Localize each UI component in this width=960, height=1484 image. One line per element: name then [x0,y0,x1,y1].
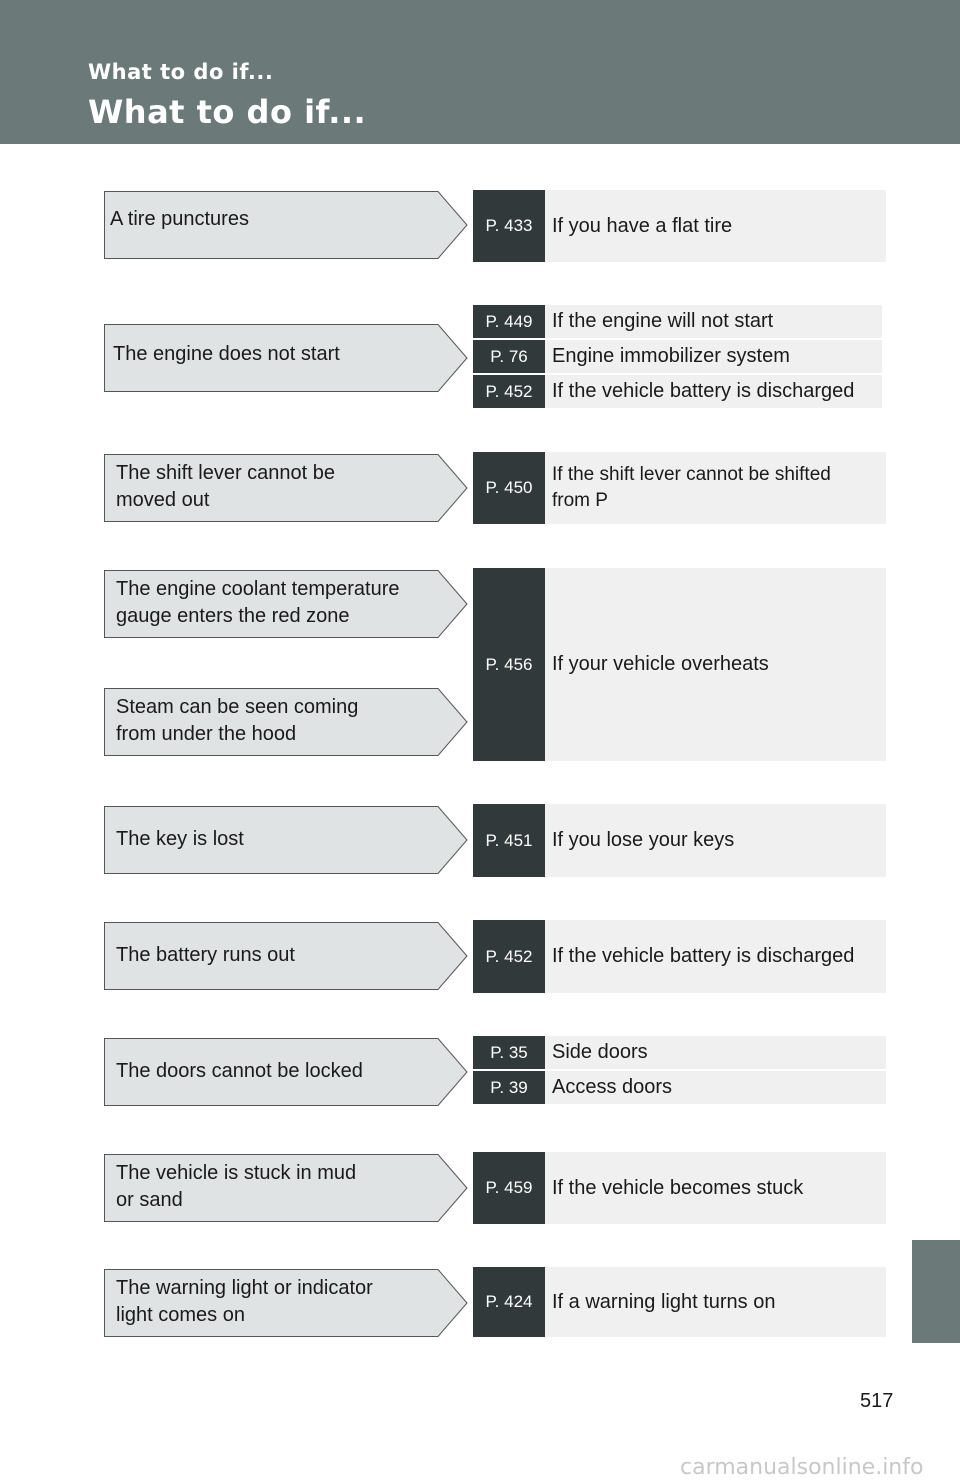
reference-row[interactable] [473,340,882,373]
problem-arrow [104,454,468,522]
page-number: 517 [860,1390,894,1412]
problem-label: Steam can be seen coming from under the hood [116,696,359,745]
reference-row[interactable] [473,452,886,524]
problem-label: The battery runs out [116,944,295,966]
reference-row[interactable] [473,375,882,408]
reference-row[interactable] [473,804,886,877]
page-title: What to do if... [88,93,367,131]
page-reference[interactable]: P. 424 [473,1267,545,1337]
reference-row[interactable] [473,920,886,993]
reference-title[interactable]: If the vehicle becomes stuck [552,1176,804,1199]
page-reference[interactable]: P. 450 [473,452,545,524]
page-reference[interactable]: P. 35 [473,1036,545,1069]
problem-arrow [104,806,468,874]
problem-label: The vehicle is stuck in mud or sand [116,1162,357,1211]
reference-row[interactable] [473,1036,886,1069]
reference-row[interactable] [473,568,886,761]
problem-label: The shift lever cannot be moved out [116,462,336,511]
problem-arrow [104,570,468,638]
reference-title[interactable]: If you lose your keys [552,829,735,851]
reference-row[interactable] [473,1071,886,1104]
page-reference[interactable]: P. 456 [473,568,545,761]
reference-title[interactable]: If the vehicle battery is discharged [552,945,855,967]
chapter-tab [912,1240,960,1343]
reference-row[interactable] [473,1152,886,1224]
reference-row[interactable] [473,1267,886,1337]
page-reference[interactable]: P. 452 [473,920,545,993]
problem-arrow [104,1269,468,1337]
reference-title[interactable]: Access doors [552,1076,673,1098]
problem-label: The engine does not start [113,343,340,365]
reference-title[interactable]: If your vehicle overheats [552,653,769,675]
page-header [0,0,960,144]
reference-row[interactable] [473,305,882,338]
watermark: carmanualsonline.info [680,1455,924,1480]
page-reference[interactable]: P. 451 [473,804,545,877]
reference-title[interactable]: If the vehicle battery is discharged [552,380,855,402]
reference-title[interactable]: If the shift lever cannot be shifted from P [552,464,831,511]
page-reference[interactable]: P. 433 [473,190,545,262]
reference-title[interactable]: Engine immobilizer system [552,345,790,367]
page-reference[interactable]: P. 452 [473,375,545,408]
problem-label: A tire punctures [110,208,249,230]
reference-title[interactable]: If the engine will not start [552,310,774,332]
problem-label: The warning light or indicator light comes on [116,1277,373,1326]
reference-title[interactable]: Side doors [552,1041,648,1063]
reference-row[interactable] [473,190,886,262]
page-reference[interactable]: P. 449 [473,305,545,338]
problem-label: The doors cannot be locked [116,1060,363,1082]
page-reference[interactable]: P. 76 [473,340,545,373]
problem-label: The key is lost [116,828,244,850]
problem-arrow [104,191,468,259]
reference-title[interactable]: If a warning light turns on [552,1290,776,1313]
section-title: What to do if... [88,60,274,84]
problem-arrow [104,1038,468,1106]
page-reference[interactable]: P. 459 [473,1152,545,1224]
problem-arrow [104,922,468,990]
problem-arrow [104,324,468,392]
problem-arrow [104,688,468,756]
page-reference[interactable]: P. 39 [473,1071,545,1104]
problem-arrow [104,1154,468,1222]
reference-title[interactable]: If you have a flat tire [552,214,733,237]
problem-label: The engine coolant temperature gauge enters the red zone [116,578,400,627]
